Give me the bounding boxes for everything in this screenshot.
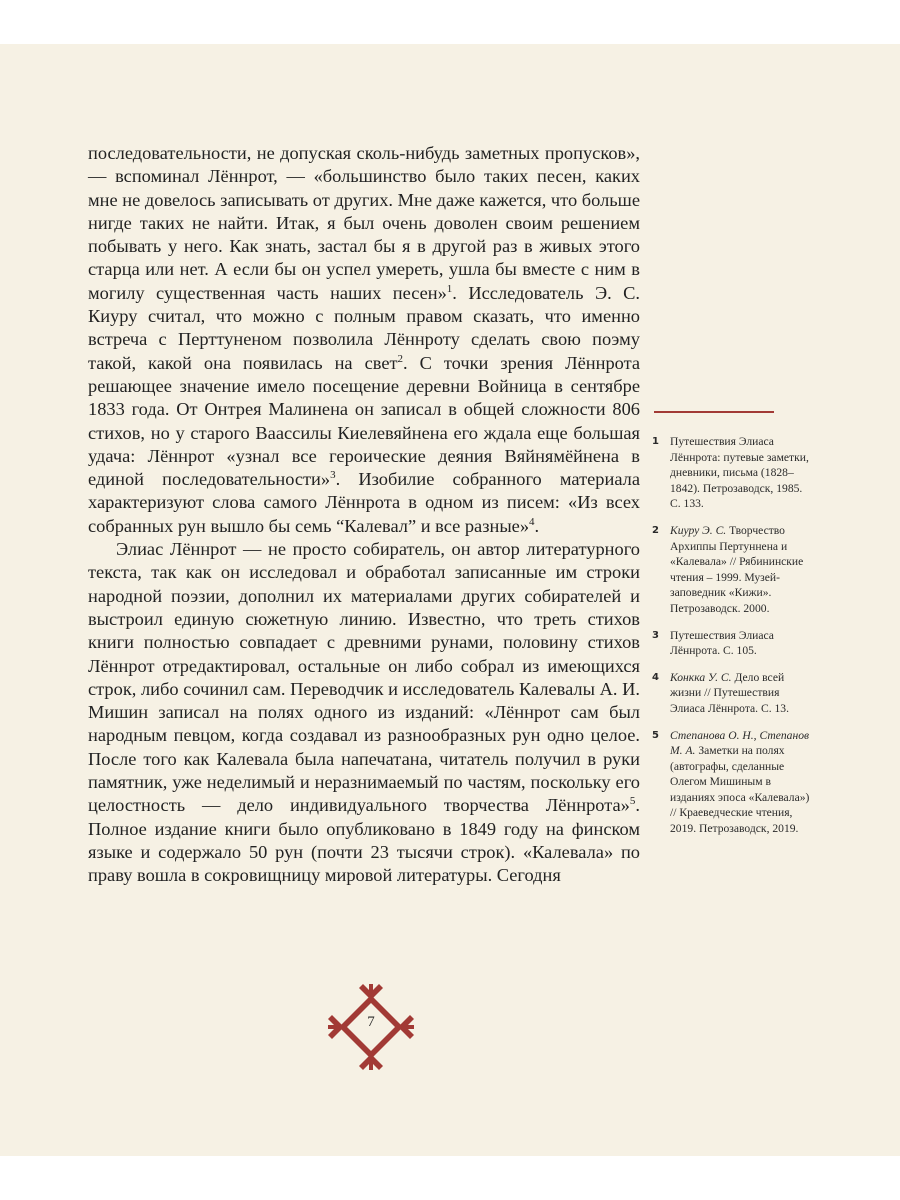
footnote-ref[interactable]: 3 [330,469,336,482]
footnote [652,434,810,512]
footnote-number: 5 [652,729,659,741]
footnote-text: Творчество Архиппы Пертуннена и «Калевала» // Рябининские чтения – 1999. Музей-заповедник «Кижи». Петрозаводск. 2000. [670,523,804,615]
footnotes [652,434,810,848]
footnote-number: 3 [652,629,659,641]
footnote-author: Конкка У. С. [670,670,732,684]
footnote-text: Заметки на полях (автографы, сделанные Олегом Мишиным в изданиях эпоса «Калевала») // Краеведческие чтения, 2019. Петрозаводск, 2019. [670,744,810,836]
page-number: 7 [367,1014,375,1030]
footnote-author: Киуру Э. С. [670,523,727,537]
footnote [652,523,810,617]
footnote-text: Путешествия Элиаса Лённрота. С. 105. [670,628,774,658]
footnote-author: Степанова О. Н., Степанов М. А. [670,728,810,758]
footnote [652,628,810,659]
footnote-ref[interactable]: 2 [397,352,404,365]
footnote-ref[interactable]: 5 [629,795,636,808]
footnote-ref[interactable]: 4 [529,515,535,528]
main-text [88,142,640,888]
footnote-number: 4 [652,671,659,683]
paragraph-2: Элиас Лённрот — не просто собиратель, он автор литературного текста, так как он исследовал и обработал записанные им строки народной поэзии, дополнил их материалами других собирателей и выстроил единую сюжетную линию. Известно, что треть стихов книги полностью совпадает с древними рунами, половину стихов Лённрот отредактировал, остальные он либо собрал из имеющихся строк, либо сочинил сам. Переводчик и исследователь Калевалы А. И. Мишин записал на полях одного из изданий: «Лённрот сам был народным певцом, когда создавал из разнообразных рун одно целое. После того как Калевала была напечатана, читатель получил в руки памятник, уже неделимый и неразнимаемый по частям, поскольку его целостность — дело индивидуального творчества Лённрота»$^5$. Полное издание книги было опубликовано в 1849 году на финском языке и содержало 50 рун (почти 23 тысячи строк). «Калевала» по праву вошла в сокровищницу мировой литературы. Сегодня [88,539,640,886]
footnote-text: Путешествия Элиаса Лённрота: путевые заметки, дневники, письма (1828–1842). Петрозаводск, 1985. С. 133. [670,435,809,511]
footnote-number: 1 [652,436,659,447]
footnote-divider [654,411,774,413]
footnote [652,728,810,837]
footnote-number: 2 [652,524,659,536]
footnote-ref[interactable]: 1 [446,282,453,295]
footnote [652,670,810,717]
footnote-text: Дело всей жизни // Путешествия Элиаса Лённрота. С. 13. [670,670,790,715]
paragraph-1: последовательности, не допуская сколь-нибудь заметных пропусков», — вспоминал Лённрот, — «большинство было таких песен, каких мне не довелось записывать от других. Мне даже кажется, что больше нигде таких не найти. Итак, я был очень доволен своим решением побывать у него. Как знать, застал бы я в другой раз в живых этого старца или нет. А если бы он успел умереть, ушла бы вместе с ним в могилу существенная часть наших песен»$^1$. Исследователь Э. С. Киуру считал, что можно с полным правом сказать, что именно встреча с Перттуненом позволила Лённроту сделать свою поэму такой, какой она появилась на свет$^2$. С точки зрения Лённрота решающее значение имело посещение деревни Войница в сентябре 1833 года. От Онтрея Малинена он записал в общей сложности 806 стихов, но у старого Ваассилы Киелевяйнена его ждала еще большая удача: Лённрот «узнал все героические деяния Вяйнямёйнена в единой последовательности»$^3$. Изобилие собранного материала характеризуют слова самого Лённрота в одном из писем: «Из всех собранных рун вышло бы семь “Калевал” и все разные»$^4$. [88,143,641,536]
